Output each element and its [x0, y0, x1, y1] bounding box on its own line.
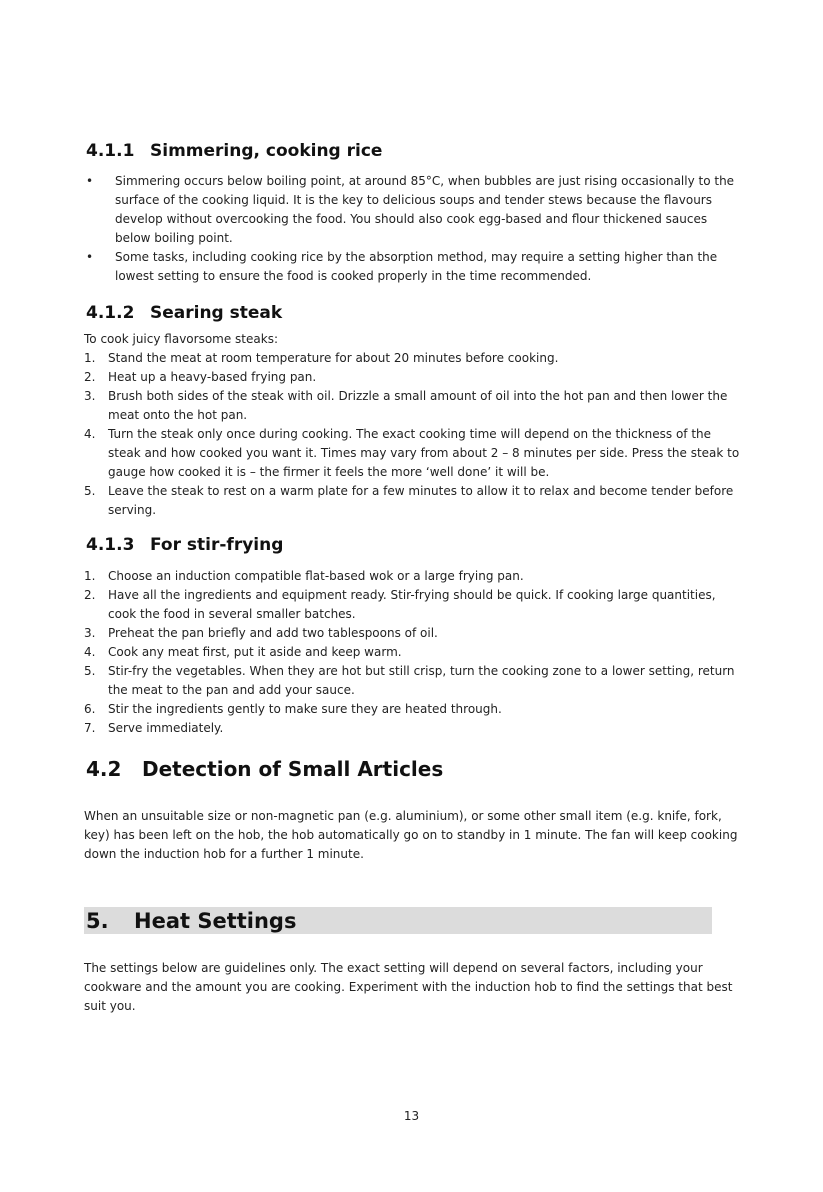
- section-number: 4.1.3: [86, 535, 135, 555]
- list-item-text: Serve immediately.: [108, 721, 224, 735]
- list-item: [84, 387, 740, 425]
- list-item-text: Turn the steak only once during cooking. The exact cooking time will depend on the thickness of the steak and how cooked you want it. Times may vary from about 2 – 8 minutes per side. Press the steak to gauge how cooked it is – the firmer it feels the more ‘well done’ it will be.: [108, 427, 740, 479]
- section-number: 4.1.2: [86, 303, 135, 323]
- list-number: 5.: [84, 484, 96, 498]
- list-item-text: Leave the steak to rest on a warm plate for a few minutes to allow it to relax and become tender before serving.: [108, 484, 734, 517]
- section-number: 4.1.1: [86, 141, 135, 161]
- section-4-1-3: [86, 535, 740, 738]
- section-title: For stir-frying: [150, 535, 284, 555]
- list-number: 1.: [84, 351, 96, 365]
- list-item: [86, 172, 740, 248]
- list-number: 4.: [84, 427, 96, 441]
- list-number: 4.: [84, 645, 96, 659]
- section-title: Simmering, cooking rice: [150, 141, 383, 161]
- section-number: 5.: [86, 909, 109, 933]
- list-item: [84, 425, 740, 482]
- list-number: 6.: [84, 702, 96, 716]
- page-number: 13: [403, 1109, 420, 1123]
- list-item-text: Have all the ingredients and equipment ready. Stir-frying should be quick. If cooking large quantities, cook the food in several smaller batches.: [108, 588, 716, 621]
- list-item-text: Stir-fry the vegetables. When they are hot but still crisp, turn the cooking zone to a lower setting, return the meat to the pan and add your sauce.: [108, 664, 735, 697]
- list-number: 3.: [84, 626, 96, 640]
- list-item: [86, 248, 740, 286]
- list-item-text: Some tasks, including cooking rice by the absorption method, may require a setting higher than the lowest setting to ensure the food is cooked properly in the time recommended.: [115, 250, 718, 283]
- section-intro: To cook juicy flavorsome steaks:: [84, 332, 278, 346]
- list-item: [84, 567, 740, 586]
- section-body: When an unsuitable size or non-magnetic pan (e.g. aluminium), or some other small item (e.g. knife, fork, key) has been left on the hob, the hob automatically go on to standby in 1 minute. The fan will keep cooking down the induction hob for a further 1 minute.: [84, 809, 738, 861]
- list-item-text: Cook any meat first, put it aside and keep warm.: [108, 645, 402, 659]
- list-item-text: Brush both sides of the steak with oil. Drizzle a small amount of oil into the hot pan and then lower the meat onto the hot pan.: [108, 389, 728, 422]
- list-item: [84, 482, 740, 520]
- section-4-1-1: [86, 141, 740, 286]
- section-title: Searing steak: [150, 303, 283, 323]
- list-item: [84, 662, 740, 700]
- list-item: [84, 368, 740, 387]
- section-title: Detection of Small Articles: [142, 757, 444, 781]
- list-item-text: Stir the ingredients gently to make sure they are heated through.: [108, 702, 502, 716]
- section-heading: [86, 303, 740, 323]
- list-item-text: Stand the meat at room temperature for about 20 minutes before cooking.: [108, 351, 559, 365]
- list-item-text: Preheat the pan briefly and add two tablespoons of oil.: [108, 626, 438, 640]
- list-item: [84, 719, 740, 738]
- list-item: [84, 586, 740, 624]
- section-body: The settings below are guidelines only. The exact setting will depend on several factors, including your cookware and the amount you are cooking. Experiment with the induction hob to find the settings that best suit you.: [84, 961, 733, 1013]
- section-4-2: [86, 757, 740, 864]
- numbered-list: [84, 567, 740, 738]
- list-item-text: Heat up a heavy-based frying pan.: [108, 370, 317, 384]
- bullet-icon: •: [86, 174, 94, 188]
- list-number: 2.: [84, 370, 96, 384]
- section-4-1-2: [86, 303, 740, 520]
- list-item-text: Simmering occurs below boiling point, at around 85°C, when bubbles are just rising occasionally to the surface of the cooking liquid. It is the key to delicious soups and tender stews because the flavours develop without overcooking the food. You should also cook egg-based and flour thickened sauces below boiling point.: [115, 174, 735, 245]
- list-item-text: Choose an induction compatible flat-based wok or a large frying pan.: [108, 569, 524, 583]
- chapter-heading: [84, 907, 712, 934]
- section-heading: [86, 757, 740, 781]
- list-number: 5.: [84, 664, 96, 678]
- list-number: 1.: [84, 569, 96, 583]
- list-item: [84, 700, 740, 719]
- list-number: 2.: [84, 588, 96, 602]
- section-title: Heat Settings: [134, 909, 297, 933]
- section-heading: [86, 141, 740, 161]
- list-item: [84, 643, 740, 662]
- section-heading: [86, 535, 740, 555]
- section-5: [84, 907, 738, 1016]
- bullet-icon: •: [86, 250, 94, 264]
- list-number: 3.: [84, 389, 96, 403]
- list-number: 7.: [84, 721, 96, 735]
- list-item: [84, 349, 740, 368]
- list-item: [84, 624, 740, 643]
- section-number: 4.2: [86, 757, 122, 781]
- numbered-list: [84, 349, 740, 520]
- bullet-list: [86, 172, 740, 286]
